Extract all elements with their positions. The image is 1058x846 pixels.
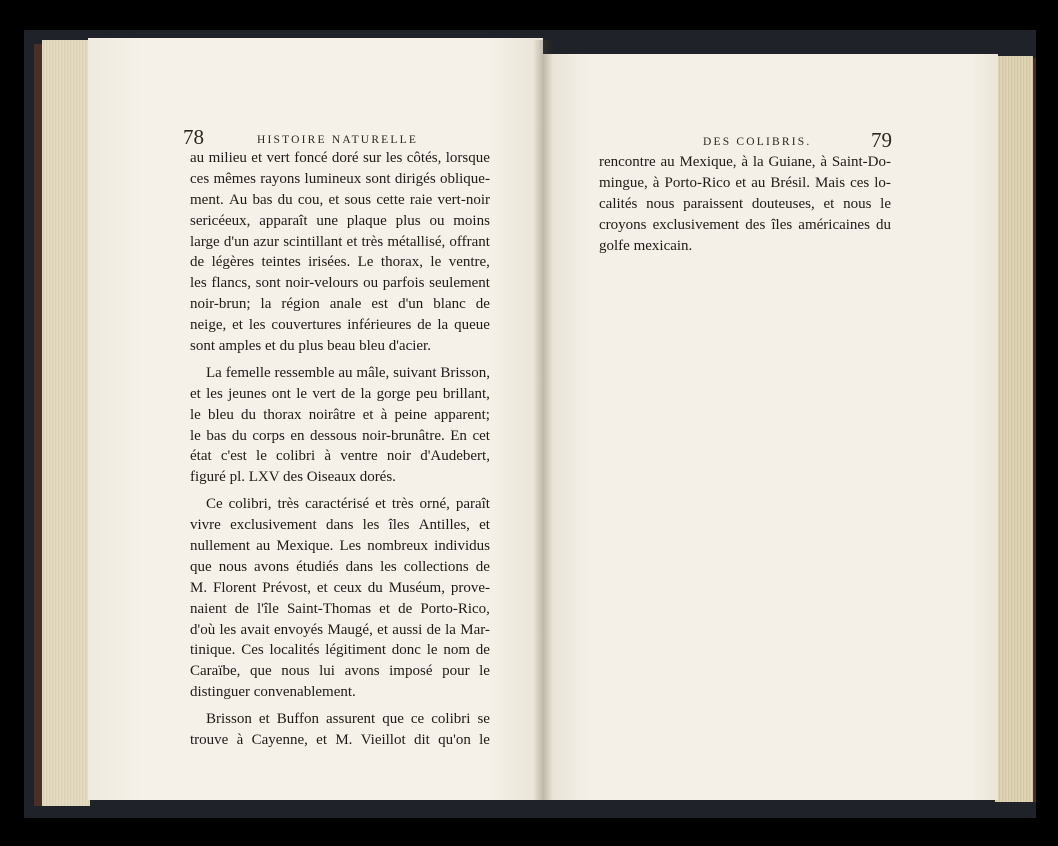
text-line: calités nous paraissent douteuses, et nous le	[599, 195, 891, 212]
text-line: Brisson et Buffon assurent que ce colibri se	[206, 711, 490, 728]
text-line: ment. Au bas du cou, et sous cette raie vert-noir	[190, 191, 490, 208]
book-gutter	[533, 40, 553, 800]
text-line: les flancs, sont noir-velours ou parfois seulement	[190, 275, 490, 292]
left-page-number: 78	[183, 125, 204, 149]
text-line: trouve à Cayenne, et M. Vieillot dit qu'on le	[190, 732, 490, 749]
text-line: état c'est le colibri à ventre noir d'Audebert,	[190, 448, 490, 465]
text-line: au milieu et vert foncé doré sur les côtés, lorsque	[190, 150, 490, 166]
text-line: mingue, à Porto-Rico et au Brésil. Mais ces lo-	[599, 174, 891, 191]
text-line: et les jeunes ont le vert de la gorge peu brillant,	[190, 385, 490, 402]
text-line: noir-brun; la région anale est d'un blanc de	[190, 296, 490, 313]
left-page-text	[190, 148, 490, 751]
text-line: distinguer convenablement.	[190, 684, 356, 701]
text-line: Caraïbe, que nous lui avons imposé pour le	[190, 663, 490, 680]
text-line: rencontre au Mexique, à la Guiane, à Saint-Do-	[599, 154, 891, 170]
text-line: que nous avons étudiés dans les collections de	[190, 558, 490, 575]
text-line: Ce colibri, très caractérisé et très orné, paraît	[206, 496, 490, 513]
text-line: large d'un azur scintillant et très métallisé, offrant	[190, 233, 490, 250]
text-line: ces mêmes rayons lumineux sont dirigés oblique-	[190, 170, 490, 187]
text-line: le bleu du thorax noirâtre et à peine apparent;	[190, 406, 490, 423]
text-line: le bas du corps en dessous noir-brunâtre. En cet	[190, 427, 490, 444]
left-running-head: HISTOIRE NATURELLE	[257, 134, 419, 146]
text-line: vivre exclusivement dans les îles Antilles, et	[190, 517, 490, 534]
text-line: figuré pl. LXV des Oiseaux dorés.	[190, 469, 396, 486]
text-line: d'où les avait envoyés Maugé, et aussi de la Mar-	[190, 621, 490, 638]
text-line: de légères teintes irisées. Le thorax, le ventre,	[190, 254, 490, 271]
right-running-head: DES COLIBRIS.	[703, 136, 812, 148]
text-line: naient de l'île Saint-Thomas et de Porto-Rico,	[190, 600, 490, 617]
text-line: M. Florent Prévost, et ceux du Muséum, prove-	[190, 579, 490, 596]
text-line: croyons exclusivement des îles américaines du	[599, 216, 891, 233]
text-line: tinique. Ces localités légitiment donc le nom de	[190, 642, 490, 659]
right-page-number: 79	[871, 128, 892, 152]
text-line: sericéeux, apparaît une plaque plus ou moins	[190, 212, 490, 229]
text-line: nullement au Mexique. Les nombreux individus	[190, 538, 490, 555]
right-page-text	[599, 152, 891, 256]
page-stack-right	[995, 56, 1033, 802]
text-line: golfe mexicain.	[599, 237, 693, 254]
text-line: neige, et les couvertures inférieures de la queue	[190, 317, 490, 334]
text-line: La femelle ressemble au mâle, suivant Brisson,	[206, 364, 490, 381]
text-line: sont amples et du plus beau bleu d'acier.	[190, 338, 431, 355]
page-stack-left	[42, 40, 90, 806]
